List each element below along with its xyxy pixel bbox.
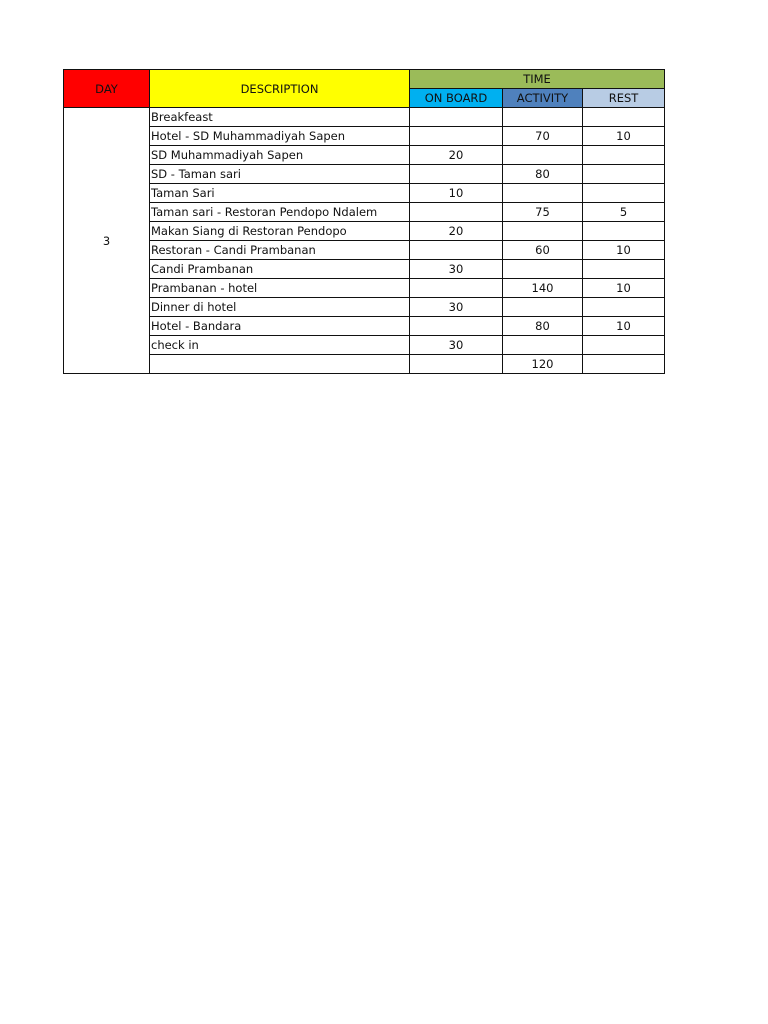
rest-cell	[583, 336, 665, 355]
rest-cell: 5	[583, 203, 665, 222]
day-cell: 3	[64, 108, 150, 374]
rest-cell: 10	[583, 241, 665, 260]
rest-cell	[583, 184, 665, 203]
on-board-cell: 20	[410, 146, 503, 165]
time-header: TIME	[410, 70, 665, 89]
on-board-cell	[410, 127, 503, 146]
on-board-cell	[410, 241, 503, 260]
activity-cell	[503, 146, 583, 165]
table-row	[64, 222, 665, 241]
rest-cell	[583, 298, 665, 317]
table-row	[64, 241, 665, 260]
activity-cell: 120	[503, 355, 583, 374]
description-cell: Hotel - SD Muhammadiyah Sapen	[150, 127, 410, 146]
table-row	[64, 127, 665, 146]
table-row	[64, 260, 665, 279]
rest-cell: 10	[583, 127, 665, 146]
itinerary-table	[63, 69, 665, 374]
table-row	[64, 146, 665, 165]
activity-cell	[503, 108, 583, 127]
table-row	[64, 317, 665, 336]
table-row	[64, 165, 665, 184]
activity-cell	[503, 184, 583, 203]
rest-cell	[583, 222, 665, 241]
rest-cell	[583, 165, 665, 184]
on-board-cell: 30	[410, 260, 503, 279]
description-cell: SD Muhammadiyah Sapen	[150, 146, 410, 165]
description-cell: Prambanan - hotel	[150, 279, 410, 298]
activity-cell	[503, 260, 583, 279]
rest-cell	[583, 108, 665, 127]
description-cell	[150, 355, 410, 374]
table-row	[64, 184, 665, 203]
on-board-header: ON BOARD	[410, 89, 503, 108]
description-cell: Dinner di hotel	[150, 298, 410, 317]
activity-cell: 80	[503, 165, 583, 184]
activity-cell	[503, 298, 583, 317]
table-row	[64, 298, 665, 317]
table-row	[64, 108, 665, 127]
on-board-cell	[410, 279, 503, 298]
activity-cell	[503, 222, 583, 241]
on-board-cell: 30	[410, 336, 503, 355]
activity-cell	[503, 336, 583, 355]
description-header: DESCRIPTION	[150, 70, 410, 108]
description-cell: Candi Prambanan	[150, 260, 410, 279]
table-row	[64, 203, 665, 222]
rest-cell: 10	[583, 317, 665, 336]
activity-header: ACTIVITY	[503, 89, 583, 108]
rest-cell	[583, 146, 665, 165]
description-cell: Hotel - Bandara	[150, 317, 410, 336]
description-cell: check in	[150, 336, 410, 355]
table-row	[64, 336, 665, 355]
description-cell: SD - Taman sari	[150, 165, 410, 184]
on-board-cell	[410, 355, 503, 374]
table-row	[64, 279, 665, 298]
on-board-cell: 10	[410, 184, 503, 203]
description-cell: Taman sari - Restoran Pendopo Ndalem	[150, 203, 410, 222]
activity-cell: 80	[503, 317, 583, 336]
activity-cell: 75	[503, 203, 583, 222]
rest-cell	[583, 260, 665, 279]
rest-header: REST	[583, 89, 665, 108]
on-board-cell: 20	[410, 222, 503, 241]
day-header: DAY	[64, 70, 150, 108]
header-row-top	[64, 70, 665, 89]
description-cell: Taman Sari	[150, 184, 410, 203]
description-cell: Restoran - Candi Prambanan	[150, 241, 410, 260]
activity-cell: 140	[503, 279, 583, 298]
description-cell: Makan Siang di Restoran Pendopo	[150, 222, 410, 241]
rest-cell: 10	[583, 279, 665, 298]
rest-cell	[583, 355, 665, 374]
activity-cell: 70	[503, 127, 583, 146]
on-board-cell	[410, 108, 503, 127]
on-board-cell	[410, 203, 503, 222]
table-row	[64, 355, 665, 374]
on-board-cell: 30	[410, 298, 503, 317]
itinerary-table-body	[64, 70, 665, 374]
on-board-cell	[410, 317, 503, 336]
activity-cell: 60	[503, 241, 583, 260]
on-board-cell	[410, 165, 503, 184]
description-cell: Breakfeast	[150, 108, 410, 127]
